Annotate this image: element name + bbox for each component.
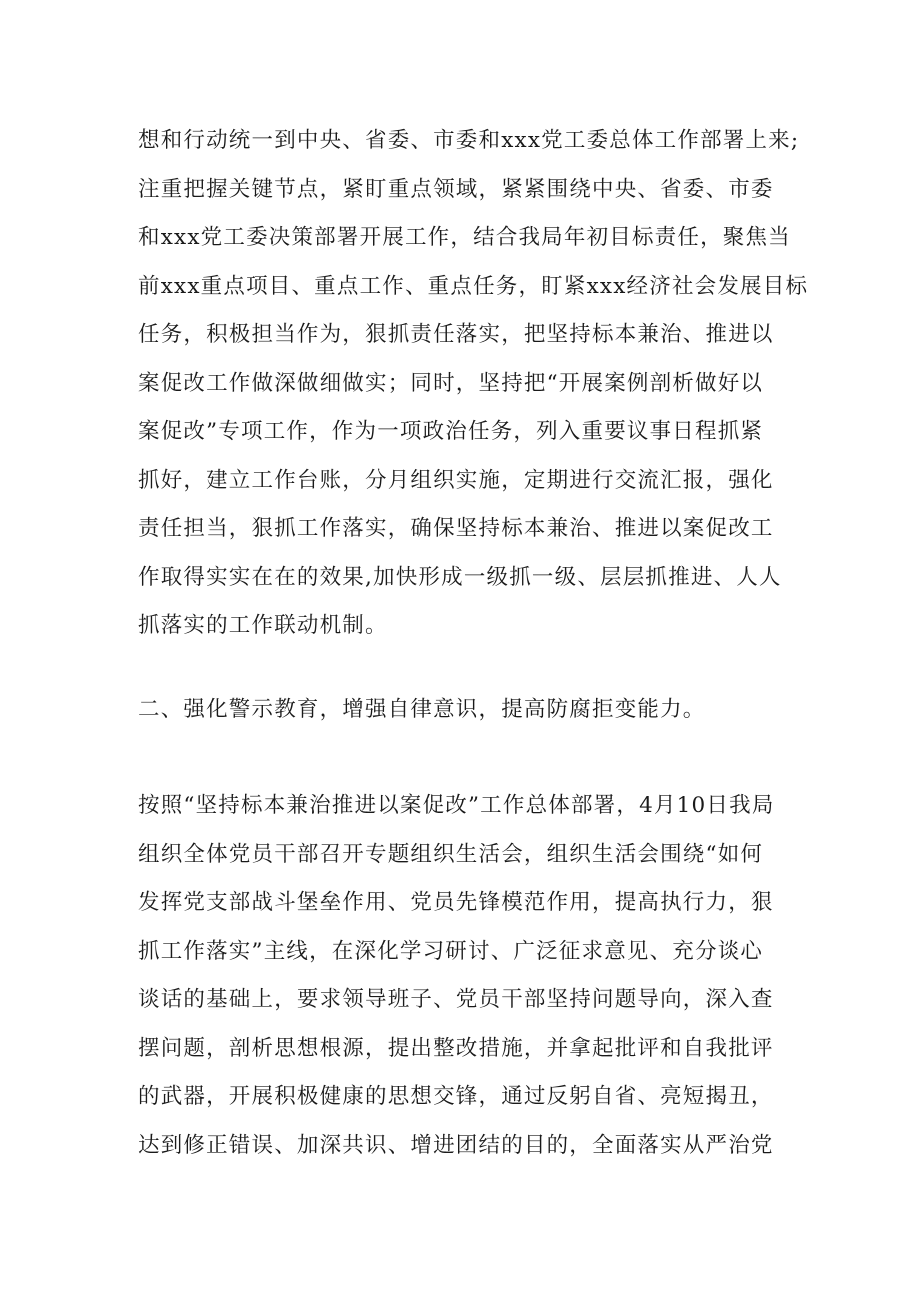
paragraph-line: 发挥党支部战斗堡垒作用、党员先锋模范作用，提高执行力，狠 bbox=[138, 890, 774, 915]
paragraph-line: 前xxx重点项目、重点工作、重点任务，盯紧xxx经济社会发展目标 bbox=[138, 273, 809, 299]
paragraph-line: 按照“坚持标本兼治推进以案促改”工作总体部署，4月10日我局 bbox=[138, 793, 775, 818]
paragraph-line: 注重把握关键节点，紧盯重点领域，紧紧围绕中央、省委、市委 bbox=[138, 176, 774, 202]
paragraph-1 bbox=[138, 117, 809, 651]
paragraph-line: 摆问题，剖析思想根源，提出整改措施，并拿起批评和自我批评 bbox=[138, 1035, 774, 1061]
paragraph-line: 组织全体党员干部召开专题组织生活会，组织生活会围绕“如何 bbox=[138, 841, 764, 867]
paragraph-line: 达到修正错误、加深共识、增进团结的目的，全面落实从严治党 bbox=[138, 1132, 774, 1158]
paragraph-line: 任务，积极担当作为，狠抓责任落实，把坚持标本兼治、推进以 bbox=[138, 322, 774, 347]
paragraph-3 bbox=[138, 782, 798, 1170]
paragraph-line: 抓好，建立工作台账，分月组织实施，定期进行交流汇报，强化 bbox=[138, 467, 774, 493]
paragraph-line: 和xxx党工委决策部署开展工作，结合我局年初目标责任，聚焦当 bbox=[138, 225, 791, 250]
paragraph-line: 案促改”专项工作，作为一项政治任务，列入重要议事日程抓紧 bbox=[138, 419, 764, 444]
paragraph-line: 谈话的基础上，要求领导班子、党员干部坚持问题导向，深入查 bbox=[138, 987, 774, 1012]
section-heading-text: 二、强化警示教育，增强自律意识，提高防腐拒变能力。 bbox=[138, 697, 706, 722]
paragraph-line: 抓落实的工作联动机制。 bbox=[138, 613, 388, 638]
paragraph-line: 抓工作落实”主线，在深化学习研讨、广泛征求意见、充分谈心 bbox=[138, 938, 764, 964]
paragraph-line: 的武器，开展积极健康的思想交锋，通过反躬自省、亮短揭丑， bbox=[138, 1084, 774, 1109]
paragraph-line: 作取得实实在在的效果,加快形成一级抓一级、层层抓推进、人人 bbox=[138, 564, 782, 590]
paragraph-line: 责任担当，狠抓工作落实，确保坚持标本兼治、推进以案促改工 bbox=[138, 516, 774, 541]
section-heading-2 bbox=[138, 686, 798, 735]
paragraph-line: 想和行动统一到中央、省委、市委和xxx党工委总体工作部署上来; bbox=[138, 128, 800, 153]
paragraph-line: 案促改工作做深做细做实；同时，坚持把“开展案例剖析做好以 bbox=[138, 370, 764, 396]
